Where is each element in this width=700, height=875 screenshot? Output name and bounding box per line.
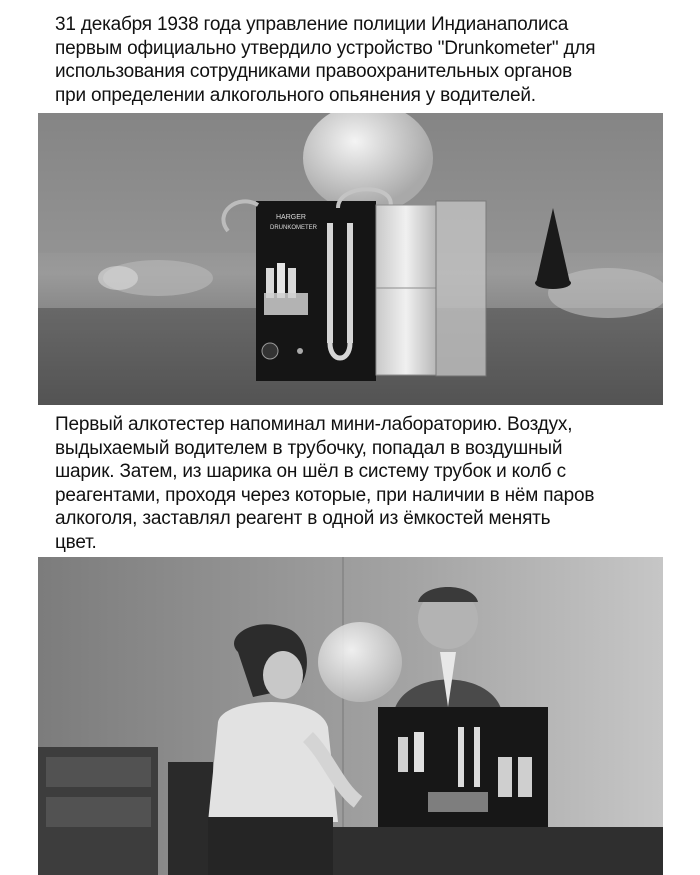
intro-line: первым официально утвердило устройство "Drunkometer" для [55, 37, 596, 59]
device-plate-label: HARGER [276, 214, 306, 221]
caption-paragraph [55, 413, 655, 554]
caption-line: выдыхаемый водителем в трубочку, попадал в воздушный [55, 437, 563, 459]
device-plate-label: DRUNKOMETER [270, 225, 318, 231]
caption-line: Первый алкотестер напоминал мини-лабораторию. Воздух, [55, 414, 573, 435]
caption-line: шарик. Затем, из шарика он шёл в систему трубок и колб с [55, 461, 566, 482]
caption-line: цвет. [55, 531, 97, 553]
intro-line: при определении алкогольного опьянения у водителей. [55, 84, 536, 106]
balloon-shape [318, 622, 402, 702]
intro-line: 31 декабря 1938 года управление полиции Индианаполиса [55, 14, 569, 35]
caption-line: алкоголя, заставлял реагент в одной из ёмкостей менять [55, 508, 551, 529]
breathalyzer-demo-photo [38, 557, 663, 875]
intro-paragraph [55, 13, 655, 107]
caption-line: реагентами, проходя через которые, при наличии в нём паров [55, 484, 595, 506]
intro-line: использования сотрудниками правоохранительных органов [55, 61, 573, 82]
woman-blouse [208, 702, 338, 822]
glass-cylinder [376, 205, 436, 375]
drunkometer-device-photo [38, 113, 663, 405]
